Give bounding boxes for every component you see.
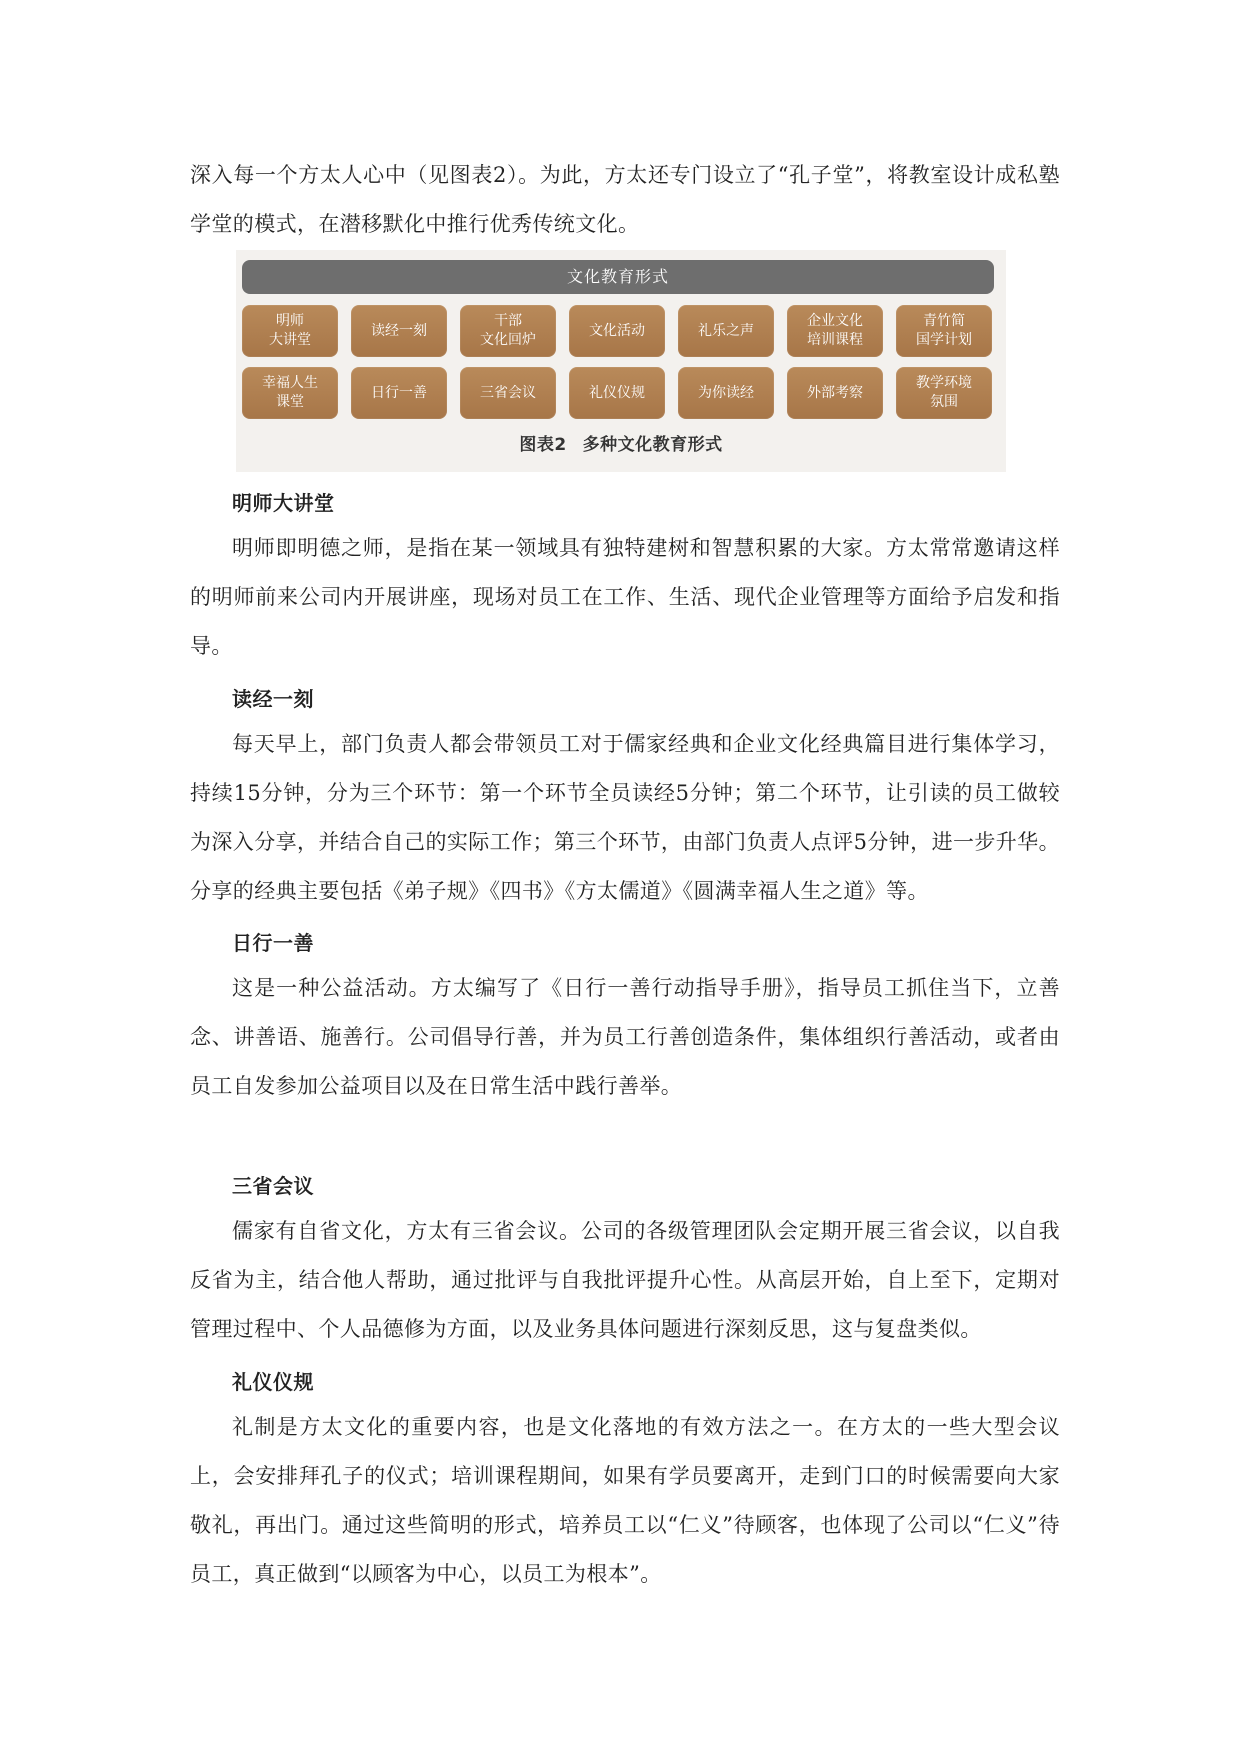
section-paragraph: 这是一种公益活动。方太编写了《日行一善行动指导手册》，指导员工抓住当下，立善念、讲善语、施善行。公司倡导行善，并为员工行善创造条件，集体组织行善活动，或者由员工自发参加公益项目以及在日常生活中践行善举。	[190, 976, 1060, 1098]
figure-cell: 幸福人生 课堂	[242, 367, 338, 419]
figure-caption-title: 多种文化教育形式	[582, 435, 723, 455]
figure-cell: 企业文化 培训课程	[787, 305, 883, 357]
figure-cell: 外部考察	[787, 367, 883, 419]
figure-cell: 为你读经	[678, 367, 774, 419]
figure-culture-education-forms	[236, 250, 1006, 472]
figure-cell: 礼乐之声	[678, 305, 774, 357]
intro-paragraph: 深入每一个方太人心中（见图表2）。为此，方太还专门设立了“孔子堂”，将教室设计成私塾学堂的模式，在潜移默化中推行优秀传统文化。	[190, 163, 1060, 236]
figure-cell: 读经一刻	[351, 305, 447, 357]
figure-cell: 明师 大讲堂	[242, 305, 338, 357]
figure-cell: 青竹简 国学计划	[896, 305, 992, 357]
section-paragraph: 礼制是方太文化的重要内容，也是文化落地的有效方法之一。在方太的一些大型会议上，会安排拜孔子的仪式；培训课程期间，如果有学员要离开，走到门口的时候需要向大家敬礼，再出门。通过这些简明的形式，培养员工以“仁义”待顾客，也体现了公司以“仁义”待员工，真正做到“以顾客为中心，以员工为根本”。	[190, 1415, 1060, 1586]
intro-block	[190, 151, 1060, 249]
section-heading: 读经一刻	[232, 687, 314, 711]
section-heading: 日行一善	[232, 931, 314, 955]
section-body-block	[190, 1207, 1060, 1354]
figure-caption-label: 图表2	[519, 435, 567, 455]
figure-cell: 文化活动	[569, 305, 665, 357]
figure-cell: 日行一善	[351, 367, 447, 419]
figure-grid	[242, 305, 994, 419]
section-body-block	[190, 524, 1060, 671]
figure-cell: 教学环境 氛围	[896, 367, 992, 419]
section-body-block	[190, 1403, 1060, 1599]
section-heading: 明师大讲堂	[232, 491, 335, 515]
figure-cell: 礼仪仪规	[569, 367, 665, 419]
section-body-block	[190, 720, 1060, 916]
section-paragraph: 每天早上，部门负责人都会带领员工对于儒家经典和企业文化经典篇目进行集体学习，持续15分钟，分为三个环节：第一个环节全员读经5分钟；第二个环节，让引读的员工做较为深入分享，并结合自己的实际工作；第三个环节，由部门负责人点评5分钟，进一步升华。分享的经典主要包括《弟子规》《四书》《方太儒道》《圆满幸福人生之道》等。	[190, 732, 1060, 903]
figure-header: 文化教育形式	[242, 260, 994, 294]
section-heading: 三省会议	[232, 1174, 314, 1198]
figure-cell: 干部 文化回炉	[460, 305, 556, 357]
section-paragraph: 儒家有自省文化，方太有三省会议。公司的各级管理团队会定期开展三省会议，以自我反省为主，结合他人帮助，通过批评与自我批评提升心性。从高层开始，自上至下，定期对管理过程中、个人品德修为方面，以及业务具体问题进行深刻反思，这与复盘类似。	[190, 1219, 1060, 1341]
figure-cell: 三省会议	[460, 367, 556, 419]
section-body-block	[190, 964, 1060, 1111]
figure-caption	[236, 430, 1006, 460]
section-paragraph: 明师即明德之师，是指在某一领域具有独特建树和智慧积累的大家。方太常常邀请这样的明师前来公司内开展讲座，现场对员工在工作、生活、现代企业管理等方面给予启发和指导。	[190, 536, 1060, 658]
section-heading: 礼仪仪规	[232, 1370, 314, 1394]
